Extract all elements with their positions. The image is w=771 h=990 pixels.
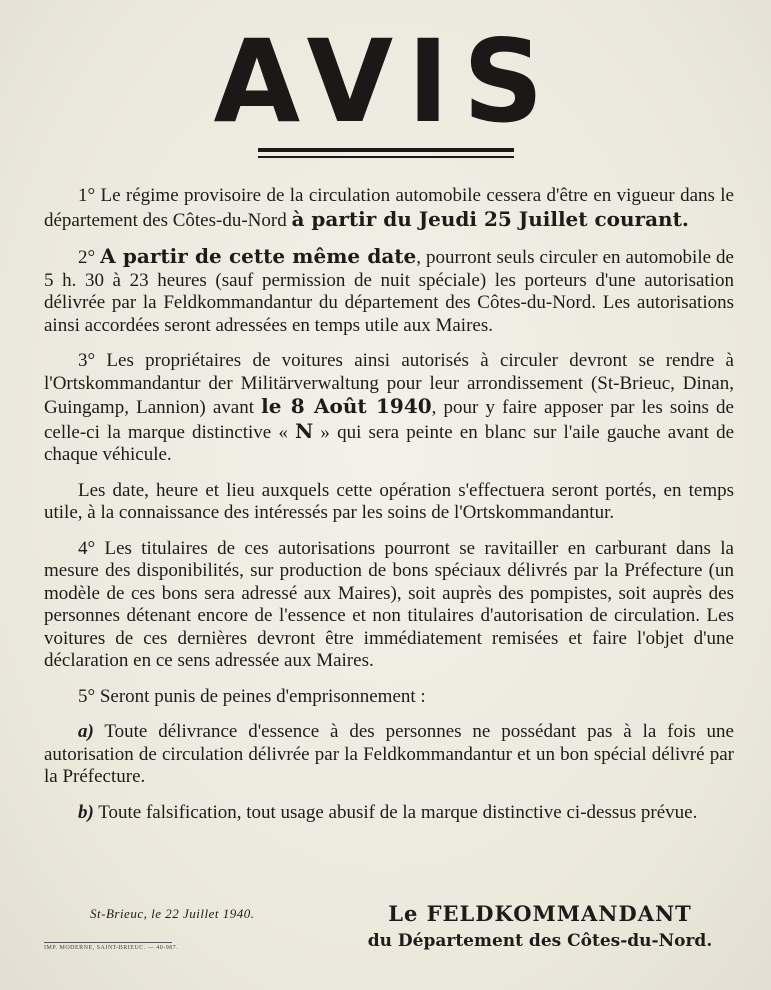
paragraph-7 xyxy=(44,721,734,789)
paragraph-1-text: 1° Le régime provisoire de la circulation automobile cessera d'être en vigueur dans le département des Côtes-du-Nord xyxy=(44,185,734,231)
paragraph-1 xyxy=(44,185,734,232)
paragraph-3-text-2: , pour y faire apposer par les soins de celle-ci la marque distinctive « xyxy=(44,397,734,443)
paragraph-8 xyxy=(44,802,734,825)
poster-title: AVIS xyxy=(213,15,558,149)
signature-block xyxy=(340,900,740,954)
item-b-marker: b) xyxy=(78,801,94,823)
distinctive-mark: N xyxy=(294,418,314,443)
paragraph-2-text: , pourront seuls circuler en automobile de 5 h. 30 à 23 heures (sauf permission de nuit spéciale) les porteurs d'une autorisation délivrée par la Feldkommandantur du département des Côtes-du-Nord. Les autorisations ainsi accordées seront adressées en temps utile aux Maires. xyxy=(44,247,734,336)
title-rule-thin xyxy=(258,156,514,158)
paragraph-2-emphasis: A partir de cette même date xyxy=(100,244,417,268)
printer-rule xyxy=(44,942,172,943)
item-a-marker: a) xyxy=(78,721,94,742)
printer-imprint: IMP. MODERNE, SAINT-BRIEUC. — 40-987. xyxy=(44,945,179,951)
item-a-text: Toute délivrance d'essence à des personnes ne possédant pas à la fois une autorisation de circulation délivrée par la Feldkommandantur et un bon spécial délivré par la Préfecture. xyxy=(44,721,734,787)
paragraph-2-number: 2° xyxy=(78,247,101,268)
paragraph-2 xyxy=(44,245,734,337)
paragraph-6: 5° Seront punis de peines d'emprisonnement : xyxy=(78,685,426,707)
paragraph-3 xyxy=(44,350,734,467)
paragraph-3-text: 3° Les propriétaires de voitures ainsi autorisés à circuler devront se rendre à l'Ortskommandantur der Militärverwaltung pour leur arrondissement (St-Brieuc, Dinan, Guingamp, Lannion) avant xyxy=(44,350,734,418)
paragraph-3-date: le 8 Août 1940 xyxy=(261,394,432,418)
paragraph-3-text-3: » qui sera peinte en blanc sur l'aile gauche avant de chaque véhicule. xyxy=(44,421,735,465)
paragraph-5: 4° Les titulaires de ces autorisations pourront se ravitailler en carburant dans la mesure des disponibilités, sur production de bons spéciaux délivrés par la Préfecture (un modèle de ces bons sera adressé aux Maires), soit auprès des pompistes, soit auprès des personnes détenant encore de l'essence et non titulaires d'autorisation de circulation. Les voitures de ces dernières devront être immédiatement remisées et faire l'objet d'une déclaration en ce sens adressée aux Maires. xyxy=(44,537,734,671)
paragraph-1-emphasis: à partir du Jeudi 25 Juillet courant. xyxy=(291,206,689,231)
paragraph-4: Les date, heure et lieu auxquels cette opération s'effectuera seront portés, en temps utile, à la connaissance des intéressés par les soins de l'Ortskommandantur. xyxy=(44,479,734,523)
poster-body xyxy=(44,185,734,837)
signature-department: du Département des Côtes-du-Nord. xyxy=(367,931,713,951)
signature-title: Le FELDKOMMANDANT xyxy=(388,901,692,926)
title-rule-thick xyxy=(258,148,514,152)
place-date: St-Brieuc, le 22 Juillet 1940. xyxy=(90,906,255,921)
item-b-text: Toute falsification, tout usage abusif de la marque distinctive ci-dessus prévue. xyxy=(93,801,698,823)
